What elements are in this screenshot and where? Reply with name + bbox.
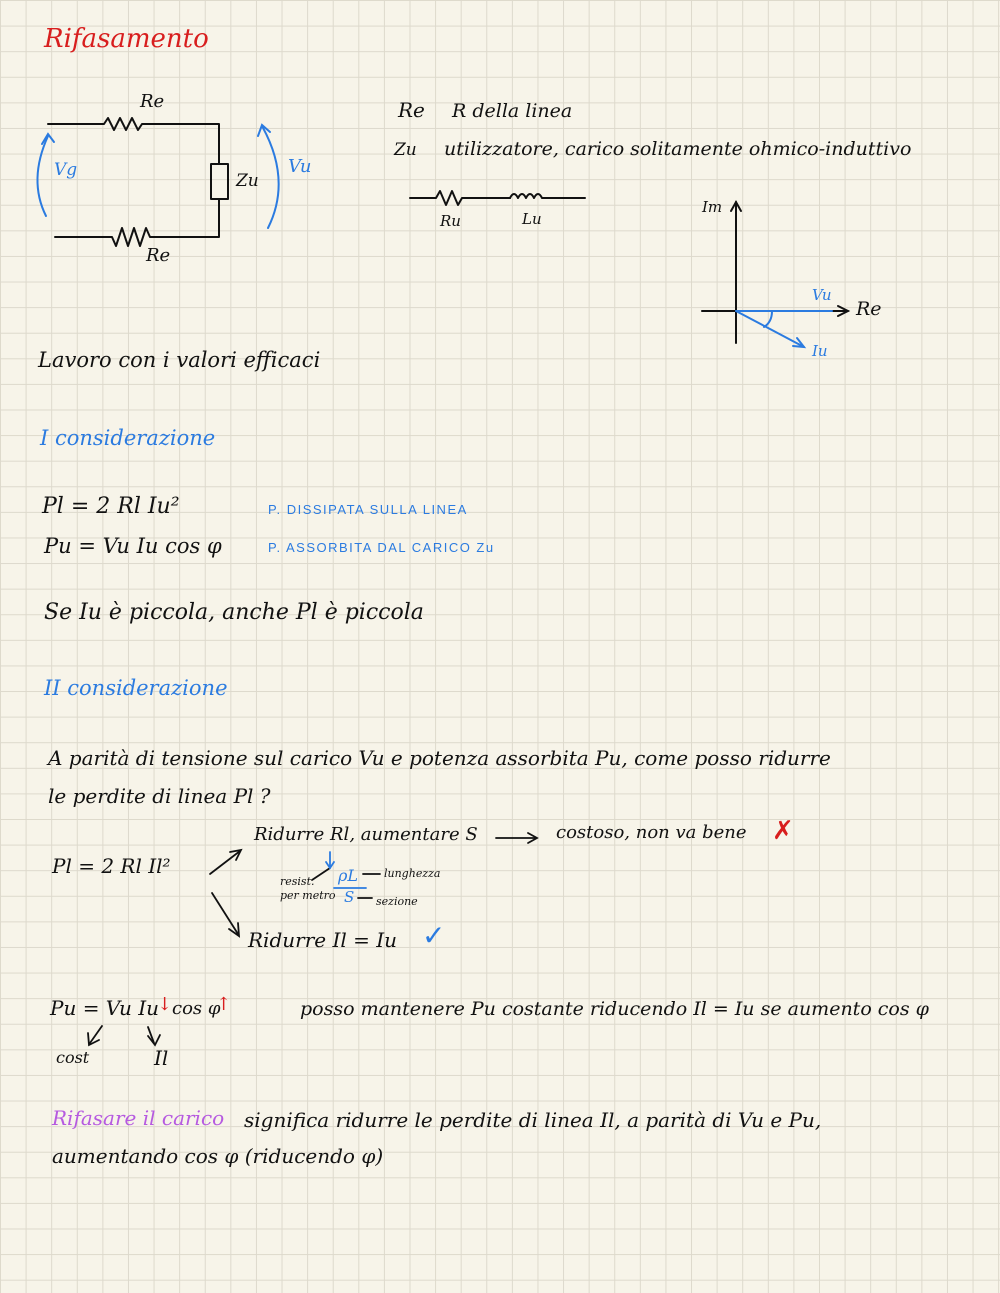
label-zu: Zu bbox=[236, 171, 259, 191]
label-il: Il bbox=[154, 1046, 169, 1070]
final-line1: significa ridurre le perdite di linea Il, a parità di Vu e Pu, bbox=[244, 1108, 822, 1132]
vu-arrow bbox=[262, 126, 279, 228]
re-bottom-resistor bbox=[55, 199, 219, 246]
arrow-option1 bbox=[210, 851, 240, 874]
option2-text: Ridurre Il = Iu bbox=[248, 928, 398, 952]
final-line2: aumentando cos φ (riducendo φ) bbox=[52, 1144, 384, 1168]
note-assorbita: P. ASSORBITA DAL CARICO Zu bbox=[268, 540, 495, 555]
eq-pl-2: Pl = 2 Rl Il² bbox=[52, 854, 171, 878]
label-cost: cost bbox=[56, 1048, 90, 1067]
iu-phasor bbox=[736, 311, 804, 347]
page-title: Rifasamento bbox=[44, 24, 209, 54]
vg-arrow bbox=[37, 136, 48, 216]
up-arrow: ↑ bbox=[216, 994, 232, 1015]
heading-consider1: I considerazione bbox=[40, 426, 216, 450]
label-vg: Vg bbox=[54, 160, 78, 180]
conclusion-consider1: Se Iu è piccola, anche Pl è piccola bbox=[44, 600, 424, 625]
note-lunghezza: lunghezza bbox=[384, 867, 441, 880]
ru-resistor bbox=[410, 191, 510, 205]
label-re-top: Re bbox=[140, 91, 165, 112]
reject-mark: ✗ bbox=[772, 816, 794, 846]
legend-zu-symbol: Zu bbox=[394, 140, 417, 160]
frac-denominator: S bbox=[344, 888, 355, 906]
lavoro-text: Lavoro con i valori efficaci bbox=[38, 348, 321, 372]
legend-re-desc: R della linea bbox=[452, 100, 573, 122]
label-re-bottom: Re bbox=[146, 245, 171, 266]
eq-pu-2: Pu = Vu Iu bbox=[50, 996, 159, 1020]
eq-pu: Pu = Vu Iu cos φ bbox=[44, 534, 222, 558]
arrow-option2 bbox=[212, 893, 238, 934]
frac-numerator: ρL bbox=[338, 866, 359, 885]
phasor-im-label: Im bbox=[702, 198, 723, 216]
legend-lu: Lu bbox=[522, 210, 542, 228]
question-line2: le perdite di linea Pl ? bbox=[48, 784, 271, 808]
note-resist: resist. bbox=[280, 875, 315, 888]
legend-zu-desc: utilizzatore, carico solitamente ohmico-induttivo bbox=[444, 138, 912, 160]
option1-result: costoso, non va bene bbox=[556, 822, 747, 843]
legend-re-symbol: Re bbox=[398, 98, 425, 122]
phasor-vu-label: Vu bbox=[812, 286, 832, 304]
note-per-metro: per metro bbox=[280, 889, 336, 902]
final-highlight: Rifasare il carico bbox=[52, 1106, 225, 1130]
down-arrow: ↓ bbox=[157, 994, 173, 1015]
accept-mark: ✓ bbox=[422, 919, 446, 952]
phasor-re-label: Re bbox=[856, 298, 882, 320]
heading-consider2: II considerazione bbox=[44, 676, 228, 700]
cos-phi: cos φ bbox=[172, 998, 221, 1019]
zu-box bbox=[211, 164, 228, 199]
pu-note: posso mantenere Pu costante riducendo Il = Iu se aumento cos φ bbox=[300, 998, 929, 1020]
phi-arc bbox=[764, 311, 772, 327]
eq-pl: Pl = 2 Rl Iu² bbox=[42, 494, 180, 519]
question-line1: A parità di tensione sul carico Vu e potenza assorbita Pu, come posso ridurre bbox=[48, 746, 831, 770]
legend-ru: Ru bbox=[440, 212, 461, 230]
label-vu: Vu bbox=[288, 156, 312, 177]
lu-inductor bbox=[510, 194, 585, 198]
phasor-iu-label: Iu bbox=[812, 342, 828, 360]
option1-text: Ridurre Rl, aumentare S bbox=[254, 824, 478, 845]
re-top-resistor bbox=[48, 118, 219, 164]
note-dissipata: P. DISSIPATA SULLA LINEA bbox=[268, 502, 468, 517]
note-sezione: sezione bbox=[376, 895, 418, 908]
